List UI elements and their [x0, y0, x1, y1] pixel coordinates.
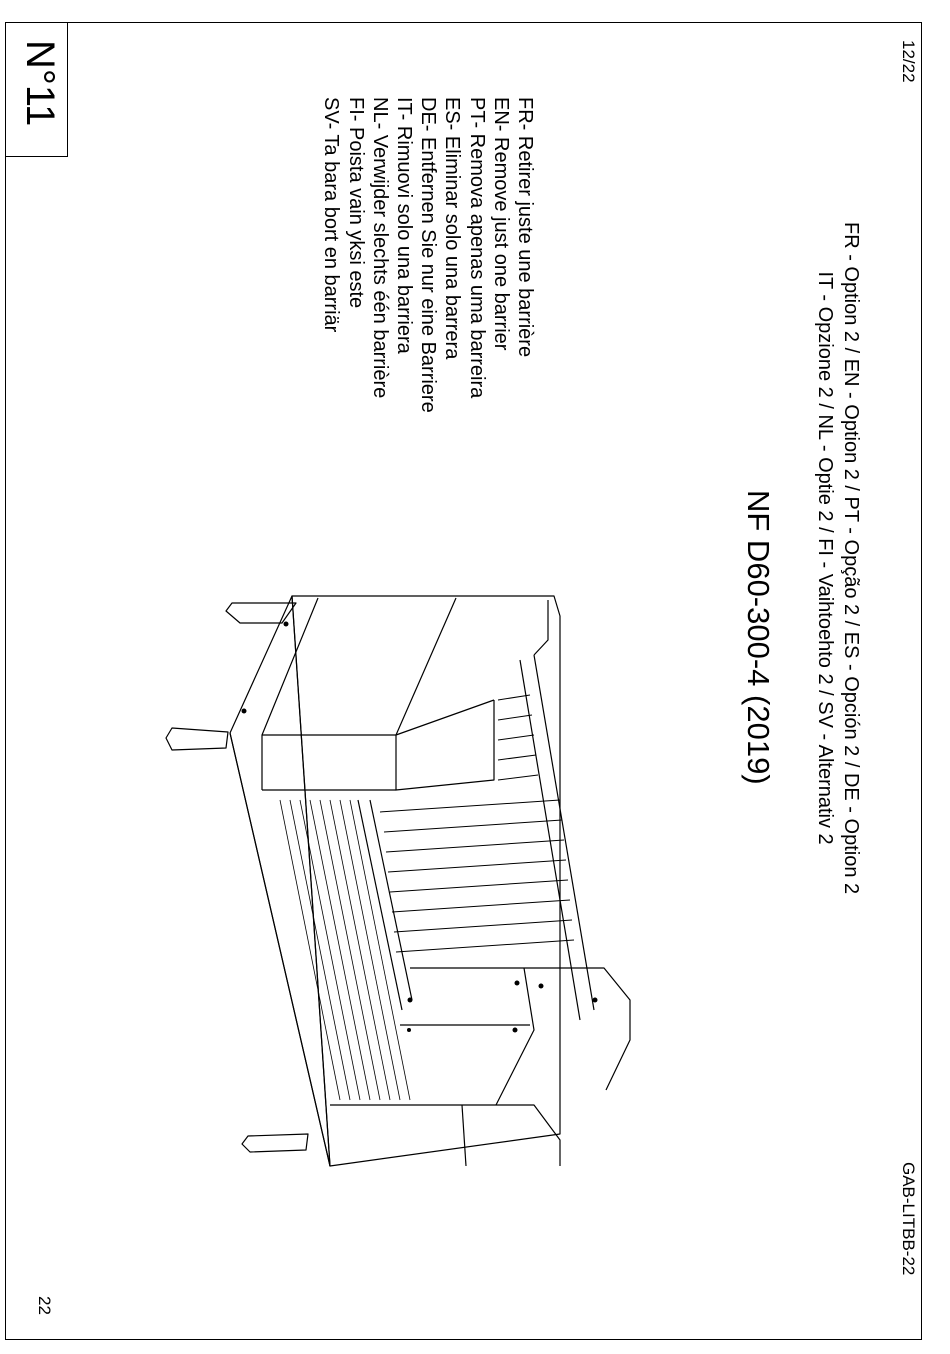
step-number: N°11 [18, 40, 62, 127]
document-code: GAB-LITBB-22 [899, 1162, 918, 1276]
rear-slats [380, 695, 574, 952]
instruction-en: EN- Remove just one barrier [489, 97, 512, 351]
front-slats [280, 800, 410, 1100]
option-heading [812, 222, 864, 894]
option-line-2: IT - Opzione 2 / NL - Optie 2 / FI - Vaihtoehto 2 / SV - Alternativ 2 [814, 271, 836, 845]
option-line-1: FR - Option 2 / EN - Option 2 / PT - Opção 2 / ES - Opción 2 / DE - Option 2 [840, 222, 862, 895]
bolts [242, 622, 598, 1033]
page-number: 22 [35, 1296, 54, 1315]
instruction-sv: SV- Ta bara bort en barriär [320, 97, 343, 333]
instruction-fi: FI- Poista vain yksi este [344, 97, 367, 309]
instruction-es: ES- Eliminar solo una barrera [441, 97, 464, 360]
page-fraction: 12/22 [899, 40, 918, 83]
instruction-it: IT- Rimuovi solo una barriera [392, 97, 415, 354]
instruction-nl: NL- Verwijder slechts één barrière [368, 97, 391, 399]
instruction-list [319, 97, 537, 413]
instruction-pt: PT- Remova apenas uma barreira [465, 97, 488, 399]
standard-title: NF D60-300-4 (2019) [741, 490, 776, 785]
instruction-fr: FR- Retirer juste une barrière [514, 97, 536, 358]
crib-illustration [160, 580, 640, 1180]
instruction-de: DE- Entfernen Sie nur eine Barriere [417, 97, 440, 413]
